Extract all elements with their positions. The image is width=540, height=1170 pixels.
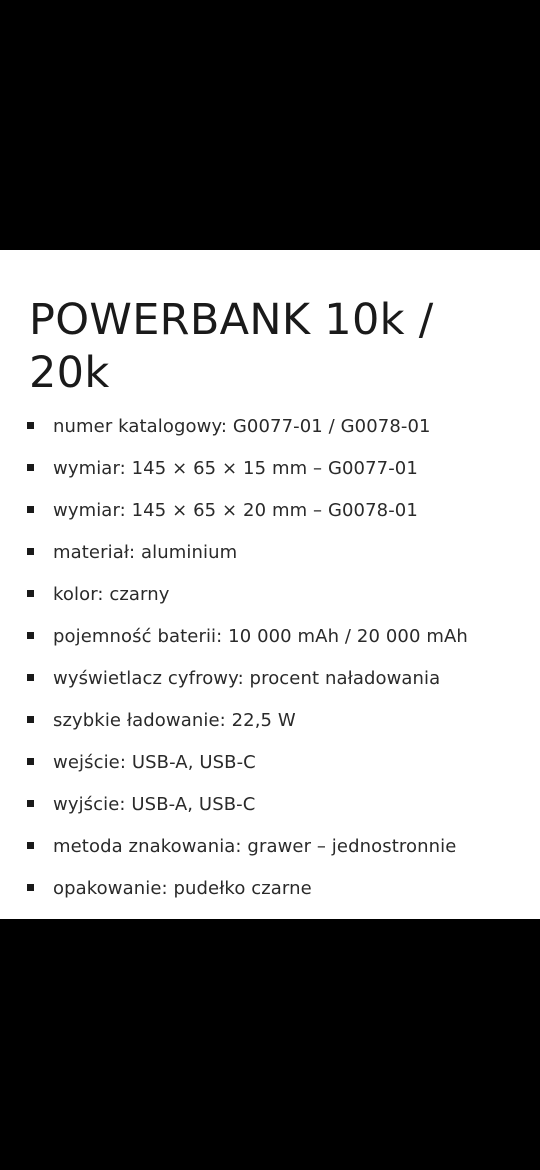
bottom-black-area: [0, 919, 540, 1170]
bullet-icon: [27, 590, 34, 597]
spec-item: [0, 531, 540, 573]
spec-text: szybkie ładowanie: 22,5 W: [53, 709, 296, 731]
spec-text: opakowanie: pudełko czarne: [53, 877, 312, 899]
product-card: [0, 250, 540, 919]
spec-item: [0, 405, 540, 447]
bullet-icon: [27, 884, 34, 891]
spec-item: [0, 489, 540, 531]
spec-text: pojemność baterii: 10 000 mAh / 20 000 mAh: [53, 625, 468, 647]
bullet-icon: [27, 422, 34, 429]
top-black-area: [0, 0, 540, 250]
spec-text: wyjście: USB-A, USB-C: [53, 793, 256, 815]
spec-text: materiał: aluminium: [53, 541, 238, 563]
spec-text: metoda znakowania: grawer – jednostronnie: [53, 835, 457, 857]
bullet-icon: [27, 758, 34, 765]
spec-item: [0, 825, 540, 867]
spec-text: kolor: czarny: [53, 583, 170, 605]
spec-text: wyświetlacz cyfrowy: procent naładowania: [53, 667, 441, 689]
spec-text: wymiar: 145 × 65 × 15 mm – G0077-01: [53, 457, 418, 479]
spec-item: [0, 615, 540, 657]
spec-item: [0, 783, 540, 825]
bullet-icon: [27, 716, 34, 723]
spec-item: [0, 657, 540, 699]
bullet-icon: [27, 632, 34, 639]
bullet-icon: [27, 548, 34, 555]
product-title: POWERBANK 10k / 20k: [29, 295, 434, 398]
bullet-icon: [27, 800, 34, 807]
spec-text: wymiar: 145 × 65 × 20 mm – G0078-01: [53, 499, 418, 521]
spec-list: [0, 405, 540, 909]
spec-text: numer katalogowy: G0077-01 / G0078-01: [53, 415, 431, 437]
spec-item: [0, 741, 540, 783]
spec-text: wejście: USB-A, USB-C: [53, 751, 256, 773]
bullet-icon: [27, 464, 34, 471]
bullet-icon: [27, 674, 34, 681]
spec-item: [0, 573, 540, 615]
spec-item: [0, 867, 540, 909]
bullet-icon: [27, 842, 34, 849]
bullet-icon: [27, 506, 34, 513]
spec-item: [0, 699, 540, 741]
spec-item: [0, 447, 540, 489]
